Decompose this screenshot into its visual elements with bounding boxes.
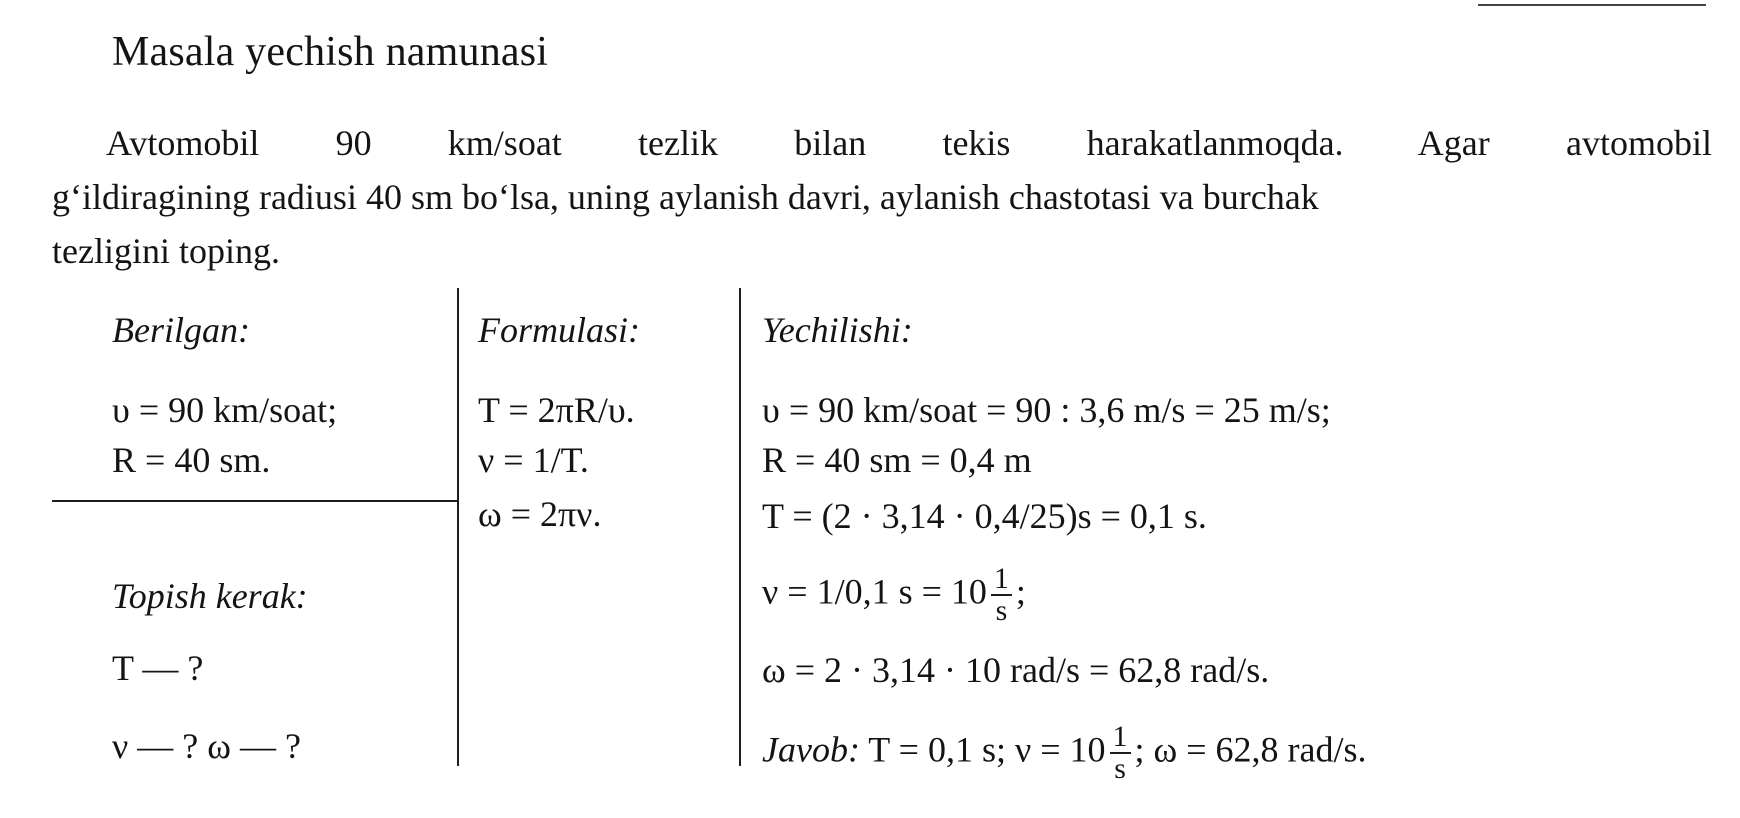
fraction — [991, 564, 1012, 626]
solution-line: υ = 90 km/soat = 90 : 3,6 m/s = 25 m/s; — [762, 390, 1331, 430]
given-divider — [52, 500, 459, 502]
problem-statement — [52, 116, 1712, 278]
problem-line: g‘ildiragining radiusi 40 sm bo‘lsa, uning aylanish davri, aylanish chastotasi va burchak — [52, 177, 1319, 217]
solution-line: R = 40 sm = 0,4 m — [762, 440, 1032, 480]
find-line: T — ? — [112, 648, 204, 688]
top-rule — [1478, 4, 1706, 6]
answer-label: Javob: — [762, 729, 860, 770]
problem-line: Avtomobil 90 km/soat tezlik bilan tekis harakatlanmoqda. Agar avtomobil — [106, 123, 1712, 163]
column-divider — [457, 288, 459, 766]
answer-expression: ; ω = 62,8 rad/s. — [1134, 729, 1367, 770]
fraction-denominator: s — [1114, 752, 1126, 785]
formula-line: T = 2πR/υ. — [478, 390, 635, 430]
fraction-numerator: 1 — [991, 564, 1012, 596]
problem-line: tezligini toping. — [52, 231, 280, 271]
given-heading: Berilgan: — [112, 310, 250, 350]
given-line: υ = 90 km/soat; — [112, 390, 338, 430]
formulas-heading: Formulasi: — [478, 310, 640, 350]
column-divider — [739, 288, 741, 766]
fraction — [1110, 722, 1131, 784]
find-heading: Topish kerak: — [112, 576, 308, 616]
fraction-numerator: 1 — [1110, 722, 1131, 754]
solution-heading: Yechilishi: — [762, 310, 913, 350]
given-line: R = 40 sm. — [112, 440, 271, 480]
answer-line — [762, 722, 1367, 784]
formula-line: ν = 1/T. — [478, 440, 589, 480]
solution-expression: ; — [1015, 571, 1026, 612]
solution-line: ω = 2 · 3,14 · 10 rad/s = 62,8 rad/s. — [762, 650, 1270, 690]
page-title: Masala yechish namunasi — [112, 29, 549, 75]
solution-expression: ν = 1/0,1 s = 10 — [762, 571, 987, 612]
solution-line: T = (2 · 3,14 · 0,4/25)s = 0,1 s. — [762, 496, 1207, 536]
formula-line: ω = 2πν. — [478, 494, 602, 534]
solution-line — [762, 564, 1026, 626]
answer-expression: T = 0,1 s; ν = 10 — [859, 729, 1106, 770]
find-line: ν — ? ω — ? — [112, 726, 301, 766]
fraction-denominator: s — [995, 594, 1008, 627]
